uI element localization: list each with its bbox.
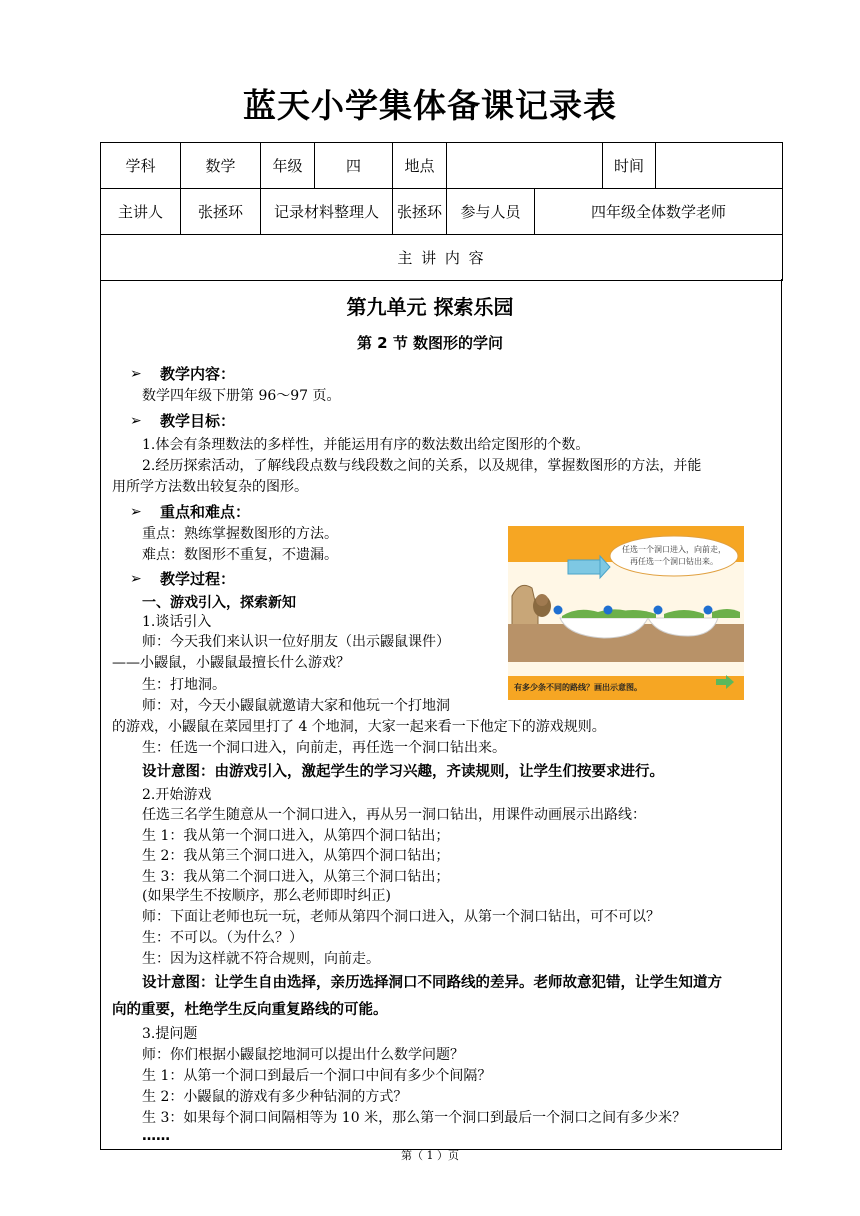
goal-2-cont: 用所学方法数出较复杂的图形。	[112, 479, 308, 495]
info-table	[100, 142, 783, 281]
dialog-line: ——小鼹鼠，小鼹鼠最擅长什么游戏？	[112, 655, 350, 671]
step-1: 1.谈话引入	[142, 614, 212, 630]
dialog-line: 生 2：小鼹鼠的游戏有多少种钻洞的方式？	[142, 1089, 408, 1105]
page-footer: 第（ 1 ）页	[401, 1149, 459, 1162]
question-text: 有多少条不同的路线？画出示意图。	[514, 683, 642, 692]
dialog-line: 生 3：我从第二个洞口进入，从第三个洞口钻出；	[142, 869, 450, 885]
step-2: 2.开始游戏	[142, 787, 212, 803]
bullet-arrow-icon: ➢	[130, 571, 142, 587]
design-intent-2-cont: 向的重要，杜绝学生反向重复路线的可能。	[112, 1002, 388, 1018]
dialog-line: 生 2：我从第三个洞口进入，从第四个洞口钻出；	[142, 848, 450, 864]
hole-1	[554, 606, 563, 615]
heading-process: 教学过程：	[160, 570, 236, 588]
dialog-line: 任选三名学生随意从一个洞口进入，再从另一洞口钻出，用课件动画展示出路线：	[142, 807, 646, 823]
participants-value: 四年级全体数学老师	[535, 189, 783, 235]
heading-keypoints: 重点和难点：	[160, 503, 251, 521]
section-title: 第 2 节 数图形的学问	[356, 334, 504, 352]
step-3: 3.提问题	[142, 1026, 198, 1042]
subject-label: 学科	[101, 143, 181, 189]
dialog-line: 生 1：我从第一个洞口进入，从第四个洞口钻出；	[142, 828, 450, 844]
heading-content: 教学内容：	[160, 365, 236, 383]
dialog-line: (如果学生不按顺序，那么老师即时纠正)	[142, 888, 391, 904]
design-intent-2: 设计意图：让学生自由选择，亲历选择洞口不同路线的差异。老师故意犯错，让学生知道方	[142, 975, 722, 991]
goal-1: 1.体会有条理数法的多样性，并能运用有序的数法数出给定图形的个数。	[142, 437, 590, 453]
bubble-text-1: 任选一个洞口进入，向前走，	[622, 545, 726, 554]
bullet-arrow-icon: ➢	[130, 413, 142, 429]
dialog-line: 生：任选一个洞口进入，向前走，再任选一个洞口钻出来。	[142, 740, 506, 756]
time-cell	[603, 143, 783, 189]
lecturer-label: 主讲人	[101, 189, 181, 235]
design-intent-1: 设计意图：由游戏引入，激起学生的学习兴趣，齐读规则，让学生们按要求进行。	[142, 764, 664, 780]
grade-label: 年级	[261, 143, 315, 189]
grade-value: 四	[315, 143, 393, 189]
time-value	[656, 143, 782, 188]
recorder-label: 记录材料整理人	[261, 189, 393, 235]
key-point: 重点：熟练掌握数图形的方法。	[142, 526, 338, 542]
dialog-line: 生 1：从第一个洞口到最后一个洞口中间有多少个间隔？	[142, 1068, 492, 1084]
bullet-arrow-icon: ➢	[130, 504, 142, 520]
location-label: 地点	[393, 143, 447, 189]
bullet-arrow-icon: ➢	[130, 366, 142, 382]
time-label: 时间	[603, 143, 656, 188]
hole-3	[654, 606, 663, 615]
heading-goals: 教学目标：	[160, 412, 236, 430]
difficult-point: 难点：数图形不重复，不遗漏。	[142, 547, 338, 563]
content-header: 主 讲 内 容	[101, 235, 783, 281]
ellipsis: ……	[142, 1128, 170, 1144]
participants-label: 参与人员	[447, 189, 535, 235]
subject-value: 数学	[181, 143, 261, 189]
dialog-line: 生：打地洞。	[142, 677, 226, 693]
bubble-text-2: 再任选一个洞口钻出来。	[630, 557, 718, 566]
document-title: 蓝天小学集体备课记录表	[243, 86, 617, 125]
goal-2: 2.经历探索活动，了解线段点数与线段数之间的关系，以及规律，掌握数图形的方法，并能	[142, 458, 702, 474]
dialog-line: 师：下面让老师也玩一玩，老师从第四个洞口进入，从第一个洞口钻出，可不可以？	[142, 909, 660, 925]
unit-title: 第九单元 探索乐园	[346, 295, 514, 319]
hole-2	[604, 606, 613, 615]
hole-4	[704, 606, 713, 615]
dialog-line: 生：因为这样就不符合规则，向前走。	[142, 951, 380, 967]
recorder-value: 张拯环	[393, 189, 447, 235]
dialog-line: 师：对，今天小鼹鼠就邀请大家和他玩一个打地洞	[142, 698, 450, 714]
dialog-line: 生 3：如果每个洞口间隔相等为 10 米，那么第一个洞口到最后一个洞口之间有多少米？	[142, 1110, 687, 1126]
content-text: 数学四年级下册第 96～97 页。	[142, 388, 341, 404]
dialog-line: 的游戏，小鼹鼠在菜园里打了 4 个地洞，大家一起来看一下他定下的游戏规则。	[112, 719, 606, 735]
lecturer-value: 张拯环	[181, 189, 261, 235]
dialog-line: 生：不可以。（为什么？）	[142, 930, 303, 946]
location-value	[447, 143, 603, 189]
dialog-line: 师：你们根据小鼹鼠挖地洞可以提出什么数学问题？	[142, 1047, 464, 1063]
mole-game-illustration	[508, 526, 744, 700]
dialog-line: 师：今天我们来认识一位好朋友（出示鼹鼠课件）	[142, 634, 450, 650]
part-1-heading: 一、游戏引入，探索新知	[142, 595, 296, 611]
